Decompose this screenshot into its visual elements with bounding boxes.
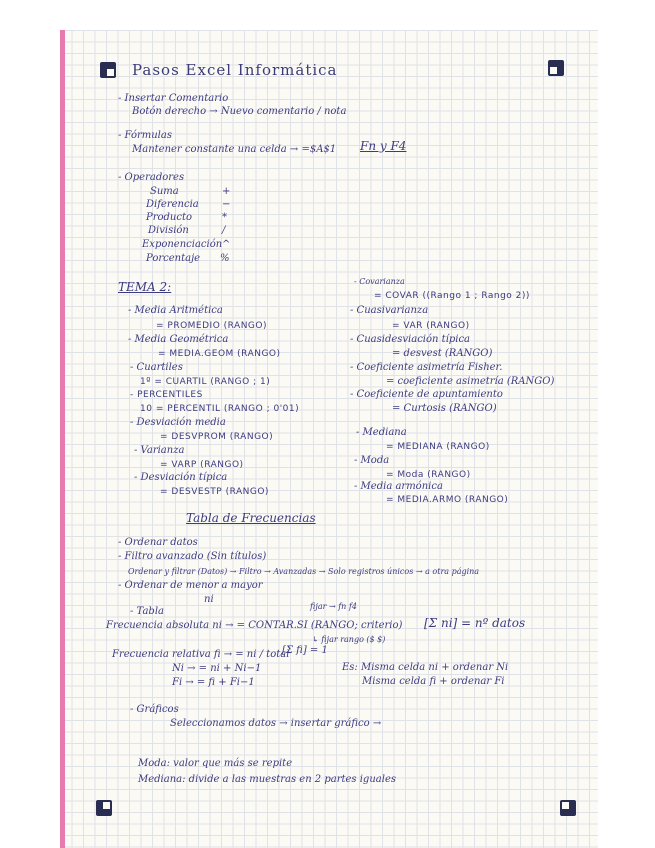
stat-formula: = DESVPROM (RANGO) <box>160 432 274 442</box>
note-line: - Ordenar de menor a mayor <box>118 580 263 591</box>
operator-name: Exponenciación <box>142 239 223 250</box>
note-line: - Fórmulas <box>118 130 172 141</box>
stat-label: - Covarianza <box>354 277 405 286</box>
note-line: Ordenar y filtrar (Datos) → Filtro → Avanzadas → Solo registros únicos → a otra página <box>128 567 480 576</box>
note-line: Fi → = fi + Fi−1 <box>172 677 255 688</box>
stat-label: - Mediana <box>356 427 407 438</box>
stat-formula: = MEDIANA (RANGO) <box>386 442 490 452</box>
stat-formula: = MEDIA.GEOM (RANGO) <box>158 349 281 359</box>
stat-formula: = COVAR ((Rango 1 ; Rango 2)) <box>374 291 530 301</box>
page-edge <box>60 30 65 848</box>
operator-symbol: − <box>222 199 231 210</box>
stat-label: - Varianza <box>134 445 185 456</box>
stat-label: - Media Aritmética <box>128 305 223 316</box>
stat-formula: 10 = PERCENTIL (RANGO ; 0'01) <box>140 404 300 414</box>
note-line: Mantener constante una celda → =$A$1 <box>132 144 337 155</box>
operator-symbol: % <box>220 253 230 264</box>
stat-formula: = coeficiente asimetría (RANGO) <box>386 376 555 387</box>
stat-label: - Moda <box>354 455 390 466</box>
stat-label: - Desviación típica <box>134 472 228 483</box>
section-heading: Tabla de Frecuencias <box>186 511 316 525</box>
note-line: Ni → = ni + Ni−1 <box>172 663 262 674</box>
stat-formula: = MEDIA.ARMO (RANGO) <box>386 495 509 505</box>
operator-symbol: / <box>222 225 226 236</box>
stat-formula: = DESVESTP (RANGO) <box>160 487 269 497</box>
note-line: - Insertar Comentario <box>118 93 229 104</box>
note-line: [Σ fi] = 1 <box>282 645 328 656</box>
operator-symbol: + <box>222 186 231 197</box>
note-line: Fn y F4 <box>360 139 407 153</box>
stat-formula: = desvest (RANGO) <box>392 348 493 359</box>
stat-label: - Cuasidesviación típica <box>350 334 471 345</box>
stat-formula: = VARP (RANGO) <box>160 460 244 470</box>
corner-marker-icon <box>548 60 564 76</box>
operator-name: Producto <box>146 212 193 223</box>
operator-symbol: ^ <box>222 239 231 250</box>
corner-marker-icon <box>100 62 116 78</box>
note-line: - Filtro avanzado (Sin títulos) <box>118 551 267 562</box>
note-line: Frecuencia relativa fi → = ni / total <box>112 649 290 660</box>
section-heading: TEMA 2: <box>118 280 172 294</box>
note-line: Es: Misma celda ni + ordenar Ni <box>342 662 509 673</box>
operator-symbol: * <box>222 212 227 223</box>
stat-formula: 1º = CUARTIL (RANGO ; 1) <box>140 377 271 387</box>
note-line: fijar → fn f4 <box>310 602 357 611</box>
note-line: - Operadores <box>118 172 185 183</box>
note-line: Moda: valor que más se repite <box>138 758 293 769</box>
corner-marker-icon <box>96 800 112 816</box>
stat-formula: = Curtosis (RANGO) <box>392 403 497 414</box>
page-title: Pasos Excel Informática <box>132 61 338 79</box>
operator-name: Porcentaje <box>146 253 201 264</box>
stat-label: - Media armónica <box>354 481 443 492</box>
stat-label: - Media Geométrica <box>128 334 229 345</box>
operator-name: Diferencia <box>146 199 199 210</box>
stat-label: - Coeficiente de apuntamiento <box>350 389 503 400</box>
operator-name: División <box>148 225 189 236</box>
stat-formula: = PROMEDIO (RANGO) <box>156 321 268 331</box>
note-line: Seleccionamos datos → insertar gráfico → <box>170 718 382 729</box>
note-line: - Tabla <box>130 606 164 617</box>
stat-formula: = Moda (RANGO) <box>386 470 471 480</box>
note-line: ↳ fijar rango ($ $) <box>312 635 386 644</box>
note-line: ni <box>204 594 214 605</box>
stat-label: - Cuartiles <box>130 362 183 373</box>
note-line: Frecuencia absoluta ni → = CONTAR.SI (RANGO; criterio) <box>106 620 403 631</box>
note-line: - Gráficos <box>130 704 179 715</box>
note-line: [Σ ni] = nº datos <box>424 616 526 630</box>
operator-name: Suma <box>150 186 179 197</box>
stat-label: - Coeficiente asimetría Fisher. <box>350 362 503 373</box>
stat-label: - Desviación media <box>130 417 226 428</box>
stat-formula: = VAR (RANGO) <box>392 321 470 331</box>
note-line: Misma celda fi + ordenar Fi <box>362 676 505 687</box>
corner-marker-icon <box>560 800 576 816</box>
note-line: Mediana: divide a las muestras en 2 partes iguales <box>138 774 396 785</box>
note-line: - Ordenar datos <box>118 537 198 548</box>
stat-label: - PERCENTILES <box>130 390 203 400</box>
stat-label: - Cuasivarianza <box>350 305 429 316</box>
note-line: Botón derecho → Nuevo comentario / nota <box>132 106 347 117</box>
